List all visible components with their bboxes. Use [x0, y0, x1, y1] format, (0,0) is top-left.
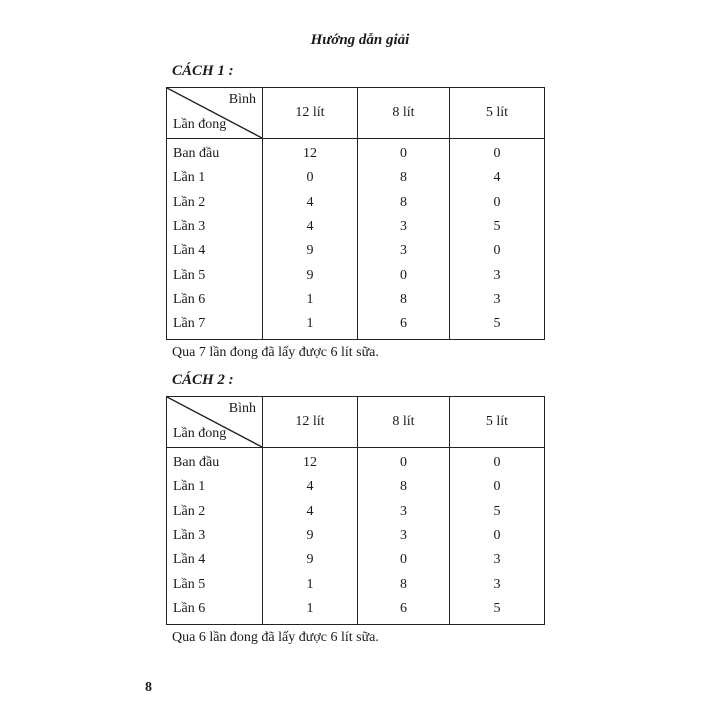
- table-row: [167, 500, 545, 524]
- column-header-12-liter: 12 lít: [263, 397, 358, 448]
- table-row: [167, 548, 545, 572]
- value-12-liter: 1: [263, 597, 358, 625]
- table-row: [167, 448, 545, 476]
- value-5-liter: 0: [450, 475, 545, 499]
- page-number: 8: [145, 680, 152, 695]
- value-8-liter: 8: [358, 288, 450, 312]
- step-label: Lần 2: [167, 191, 263, 215]
- table-row: [167, 166, 545, 190]
- step-label: Lần 1: [167, 475, 263, 499]
- method-2-title: CÁCH 2 :: [172, 372, 234, 388]
- column-header-5-liter: 5 lít: [450, 88, 545, 139]
- table-row: [167, 139, 545, 167]
- value-12-liter: 9: [263, 548, 358, 572]
- table-row: [167, 475, 545, 499]
- value-12-liter: 1: [263, 288, 358, 312]
- value-8-liter: 8: [358, 166, 450, 190]
- method-2-table: [166, 396, 545, 625]
- value-12-liter: 4: [263, 500, 358, 524]
- value-12-liter: 4: [263, 191, 358, 215]
- value-5-liter: 0: [450, 139, 545, 167]
- table-row: [167, 288, 545, 312]
- method-2-table-body: [167, 448, 545, 625]
- value-8-liter: 0: [358, 448, 450, 476]
- page-heading: Hướng dẫn giải: [310, 32, 410, 48]
- value-5-liter: 3: [450, 263, 545, 287]
- value-5-liter: 0: [450, 191, 545, 215]
- step-label: Lần 4: [167, 548, 263, 572]
- table-row: [167, 312, 545, 340]
- diagonal-header-cell: [167, 397, 263, 448]
- step-label: Lần 5: [167, 572, 263, 596]
- table-row: [167, 191, 545, 215]
- vessel-header-label: Bình: [228, 92, 256, 107]
- value-12-liter: 9: [263, 263, 358, 287]
- value-8-liter: 3: [358, 215, 450, 239]
- table-header-row: [167, 88, 545, 139]
- value-12-liter: 4: [263, 475, 358, 499]
- method-1-table: [166, 87, 545, 340]
- value-12-liter: 12: [263, 448, 358, 476]
- table-row: [167, 263, 545, 287]
- value-12-liter: 12: [263, 139, 358, 167]
- value-8-liter: 8: [358, 572, 450, 596]
- table-row: [167, 572, 545, 596]
- value-12-liter: 4: [263, 215, 358, 239]
- value-5-liter: 3: [450, 288, 545, 312]
- method-1-conclusion: Qua 7 lần đong đã lấy được 6 lít sữa.: [172, 345, 379, 360]
- value-8-liter: 0: [358, 139, 450, 167]
- value-5-liter: 5: [450, 312, 545, 340]
- value-5-liter: 3: [450, 572, 545, 596]
- step-label: Lần 5: [167, 263, 263, 287]
- value-5-liter: 0: [450, 239, 545, 263]
- step-label: Lần 6: [167, 597, 263, 625]
- value-5-liter: 5: [450, 215, 545, 239]
- value-12-liter: 1: [263, 312, 358, 340]
- value-8-liter: 0: [358, 548, 450, 572]
- step-label: Lần 6: [167, 288, 263, 312]
- step-label: Lần 3: [167, 215, 263, 239]
- value-8-liter: 3: [358, 524, 450, 548]
- vessel-header-label: Bình: [228, 401, 256, 416]
- value-5-liter: 5: [450, 500, 545, 524]
- value-5-liter: 0: [450, 448, 545, 476]
- method-1-title: CÁCH 1 :: [172, 63, 234, 79]
- step-header-label: Lần đong: [173, 117, 227, 132]
- step-label: Lần 1: [167, 166, 263, 190]
- value-8-liter: 6: [358, 597, 450, 625]
- column-header-5-liter: 5 lít: [450, 397, 545, 448]
- value-8-liter: 0: [358, 263, 450, 287]
- value-5-liter: 4: [450, 166, 545, 190]
- value-8-liter: 8: [358, 191, 450, 215]
- value-5-liter: 3: [450, 548, 545, 572]
- column-header-8-liter: 8 lít: [358, 397, 450, 448]
- step-header-label: Lần đong: [173, 426, 227, 441]
- value-5-liter: 5: [450, 597, 545, 625]
- value-5-liter: 0: [450, 524, 545, 548]
- table-row: [167, 597, 545, 625]
- step-label: Lần 4: [167, 239, 263, 263]
- diagonal-header-cell: [167, 88, 263, 139]
- column-header-8-liter: 8 lít: [358, 88, 450, 139]
- step-label: Ban đầu: [167, 448, 263, 476]
- value-12-liter: 9: [263, 524, 358, 548]
- step-label: Ban đầu: [167, 139, 263, 167]
- method-1-table-body: [167, 139, 545, 340]
- value-8-liter: 3: [358, 239, 450, 263]
- value-12-liter: 1: [263, 572, 358, 596]
- table-header-row: [167, 397, 545, 448]
- value-12-liter: 9: [263, 239, 358, 263]
- value-8-liter: 3: [358, 500, 450, 524]
- step-label: Lần 3: [167, 524, 263, 548]
- column-header-12-liter: 12 lít: [263, 88, 358, 139]
- method-2-conclusion: Qua 6 lần đong đã lấy được 6 lít sữa.: [172, 630, 379, 645]
- step-label: Lần 7: [167, 312, 263, 340]
- table-row: [167, 524, 545, 548]
- table-row: [167, 215, 545, 239]
- value-8-liter: 6: [358, 312, 450, 340]
- step-label: Lần 2: [167, 500, 263, 524]
- table-row: [167, 239, 545, 263]
- value-8-liter: 8: [358, 475, 450, 499]
- value-12-liter: 0: [263, 166, 358, 190]
